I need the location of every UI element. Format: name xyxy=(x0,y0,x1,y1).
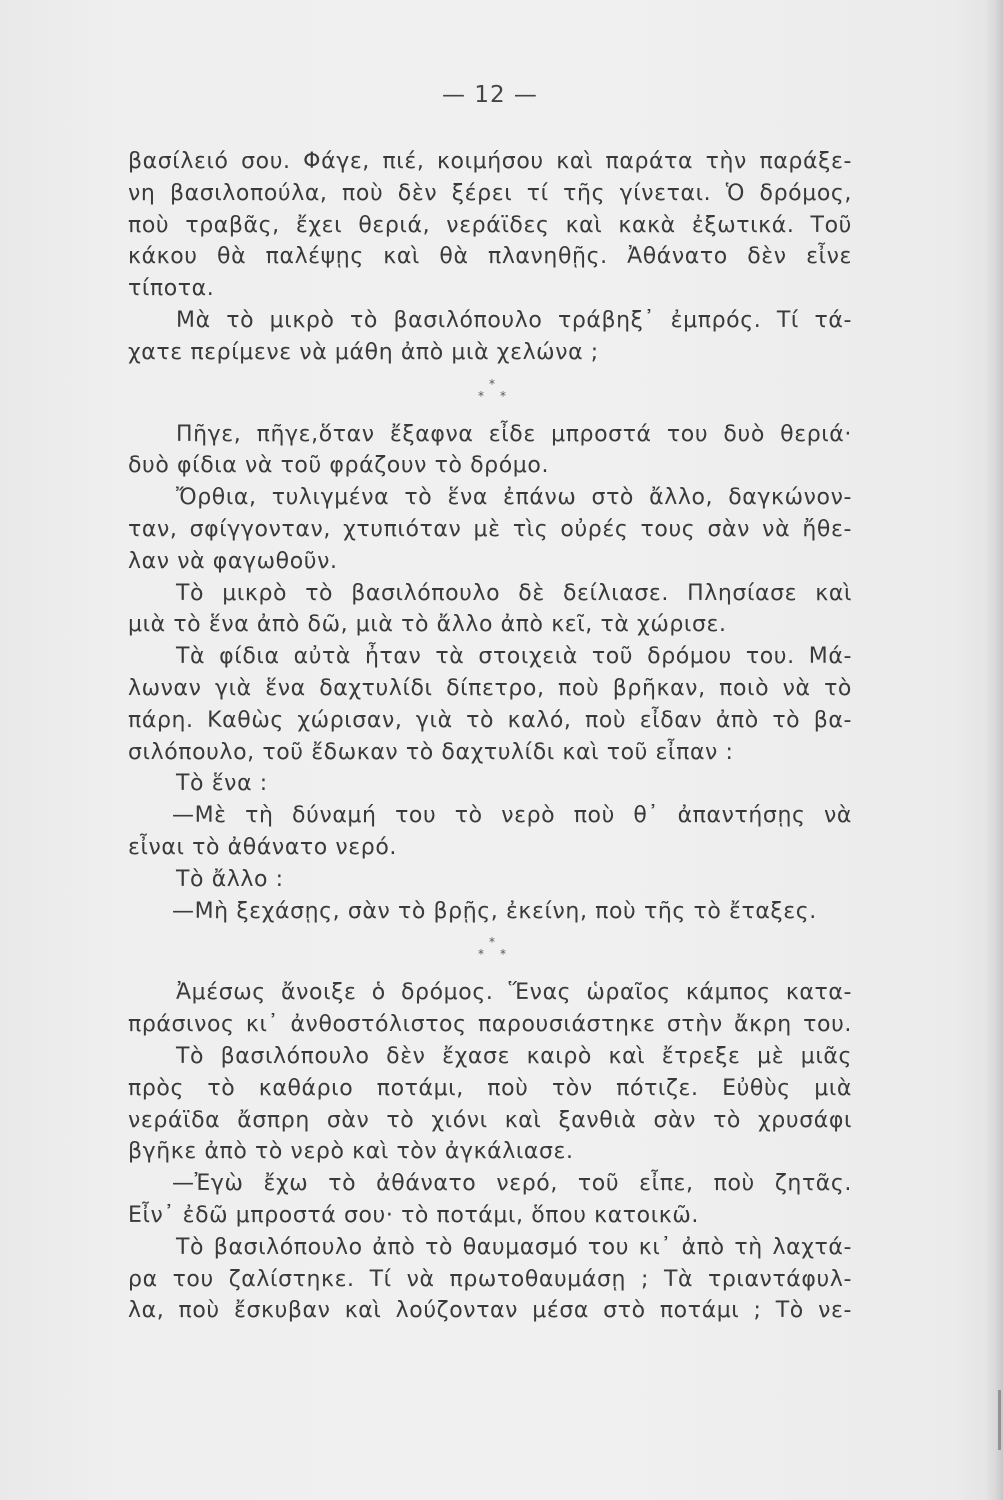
text-line: λα, ποὺ ἔσκυβαν καὶ λούζονταν μέσα στὸ ποτάμι ; Τὸ νε- xyxy=(128,1298,852,1324)
text-line: βγῆκε ἀπὸ τὸ νερὸ καὶ τὸν ἀγκάλιασε. xyxy=(128,1139,574,1165)
page-number: — 12 — xyxy=(442,82,538,108)
text-line: Τὸ ἕνα : xyxy=(176,771,268,797)
text-line: λωναν γιὰ ἕνα δαχτυλίδι δίπετρο, ποὺ βρῆκαν, ποιὸ νὰ τὸ xyxy=(128,675,852,701)
text-line: —Μὲ τὴ δύναμή του τὸ νερὸ ποὺ θ᾽ ἀπαντήσῃς νὰ xyxy=(172,803,852,829)
text-line: δυὸ φίδια νὰ τοῦ φράζουν τὸ δρόμο. xyxy=(128,453,550,479)
text-line: Τὰ φίδια αὐτὰ ἦταν τὰ στοιχειὰ τοῦ δρόμου του. Μά- xyxy=(176,644,852,670)
text-line: Τὸ βασιλόπουλο δὲν ἔχασε καιρὸ καὶ ἔτρεξε μὲ μιᾶς xyxy=(176,1043,852,1069)
text-line: Τὸ ἄλλο : xyxy=(176,866,284,892)
text-line: ρα του ζαλίστηκε. Τί νὰ πρωτοθαυμάσῃ ; Τὰ τριαντάφυλ- xyxy=(128,1266,852,1292)
body-text xyxy=(128,146,852,1327)
text-line: κάκου θὰ παλέψῃς καὶ θὰ πλανηθῇς. Ἀθάνατο δὲν εἶνε xyxy=(128,244,852,270)
text-line: χατε περίμενε νὰ μάθη ἀπὸ μιὰ χελώνα ; xyxy=(128,339,599,365)
asterism-star: * xyxy=(478,947,484,962)
text-line: ταν, σφίγγονταν, χτυπιόταν μὲ τὶς οὐρές τους σὰν νὰ ἤθε- xyxy=(128,516,852,542)
asterism-star: * xyxy=(489,376,495,391)
binding-mark xyxy=(998,1390,1001,1450)
asterism-star: * xyxy=(478,388,484,403)
text-line: —Ἐγὼ ἔχω τὸ ἀθάνατο νερό, τοῦ εἶπε, ποὺ ζητᾶς. xyxy=(172,1171,852,1197)
text-line: νη βασιλοπούλα, ποὺ δὲν ξέρει τί τῆς γίνεται. Ὁ δρόμος, xyxy=(128,180,852,206)
text-line: Εἶν᾽ ἐδῶ μπροστά σου· τὸ ποτάμι, ὅπου κατοικῶ. xyxy=(128,1202,699,1228)
text-line: εἶναι τὸ ἀθάνατο νερό. xyxy=(128,834,398,860)
page-edge-shadow xyxy=(985,0,1003,1500)
text-line: Τὸ μικρὸ τὸ βασιλόπουλο δὲ δείλιασε. Πλησίασε καὶ xyxy=(176,580,852,606)
text-line: νεράϊδα ἄσπρη σὰν τὸ χιόνι καὶ ξανθιὰ σὰν τὸ χρυσάφι xyxy=(128,1107,852,1133)
asterism-star: * xyxy=(500,947,506,962)
text-line: Μὰ τὸ μικρὸ τὸ βασιλόπουλο τράβηξ᾽ ἐμπρός. Τί τά- xyxy=(176,307,852,333)
text-line: τίποτα. xyxy=(128,276,215,302)
asterism-divider xyxy=(128,369,852,419)
text-line: μιὰ τὸ ἕνα ἀπὸ δῶ, μιὰ τὸ ἄλλο ἀπὸ κεῖ, τὰ χώρισε. xyxy=(128,612,727,638)
text-line: Ἀμέσως ἄνοιξε ὁ δρόμος. Ἕνας ὡραῖος κάμπος κατα- xyxy=(176,980,852,1006)
text-line: βασίλειό σου. Φάγε, πιέ, κοιμήσου καὶ παράτα τὴν παράξε- xyxy=(128,149,852,174)
text-line: —Μὴ ξεχάσῃς, σὰν τὸ βρῇς, ἐκείνη, ποὺ τῆς τὸ ἔταξες. xyxy=(172,898,817,924)
asterism-divider xyxy=(128,927,852,977)
text-line: πάρη. Καθὼς χώρισαν, γιὰ τὸ καλό, ποὺ εἶδαν ἀπὸ τὸ βα- xyxy=(128,707,852,733)
asterism-star: * xyxy=(489,935,495,950)
text-line: Τὸ βασιλόπουλο ἀπὸ τὸ θαυμασμό του κι᾽ ἀπὸ τὴ λαχτά- xyxy=(176,1234,852,1260)
text-line: πράσινος κι᾽ ἀνθοστόλιστος παρουσιάστηκε στὴν ἄκρη του. xyxy=(128,1012,852,1038)
text-line: πρὸς τὸ καθάριο ποτάμι, ποὺ τὸν πότιζε. Εὐθὺς μιὰ xyxy=(128,1075,852,1101)
text-line: σιλόπουλο, τοῦ ἔδωκαν τὸ δαχτυλίδι καὶ τοῦ εἶπαν : xyxy=(128,739,734,765)
text-line: λαν νὰ φαγωθοῦν. xyxy=(128,548,338,574)
text-line: Ὄρθια, τυλιγμένα τὸ ἕνα ἐπάνω στὸ ἄλλο, δαγκώνον- xyxy=(176,485,852,511)
text-line: ποὺ τραβᾶς, ἔχει θεριά, νεράϊδες καὶ κακὰ ἐξωτικά. Τοῦ xyxy=(128,212,852,238)
text-line: Πῆγε, πῆγε,ὅταν ἔξαφνα εἶδε μπροστά του δυὸ θεριά· xyxy=(176,421,852,447)
asterism-star: * xyxy=(500,388,506,403)
